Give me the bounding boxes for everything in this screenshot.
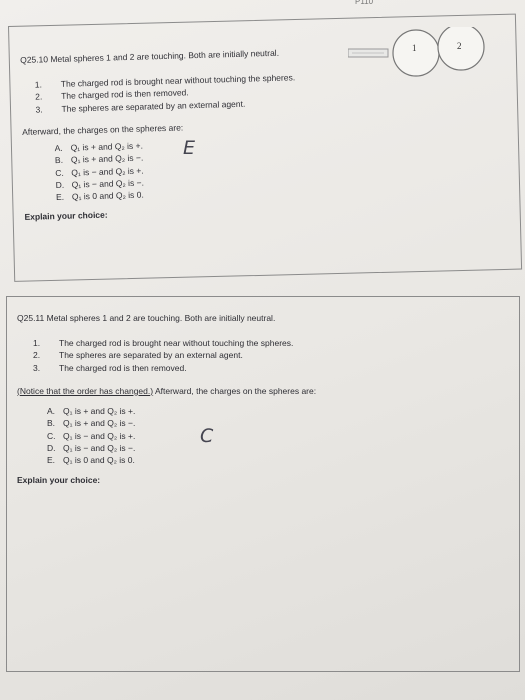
step-text: The charged rod is then removed. [59,362,187,373]
option-text: Q₁ is + and Q₂ is +. [63,406,136,417]
sphere-1-label: 1 [412,43,417,53]
step-number: 2. [33,350,41,361]
question-intro: Afterward, the charges on the spheres are: [21,121,184,137]
step-text: The spheres are separated by an external agent. [59,350,243,361]
step-text: The charged rod is brought near without touching the spheres. [60,71,296,89]
option-text: Q₁ is + and Q₂ is −. [63,418,136,429]
question-title: Q25.11 Metal spheres 1 and 2 are touching. Both are initially neutral. [17,313,276,323]
option-letter: D. [55,179,65,190]
step-number: 1. [34,79,43,90]
answer-option [47,443,316,454]
page-number: P110 [355,0,374,6]
answer-option [47,455,316,466]
options-list [54,136,298,202]
option-letter: E. [47,455,56,465]
explain-prompt: Explain your choice: [17,474,101,485]
option-text: Q₁ is 0 and Q₂ is 0. [71,189,144,202]
options-list [47,406,316,466]
option-text: Q₁ is + and Q₂ is +. [70,140,144,153]
answer-option [47,431,316,442]
intro-text: Afterward, the charges on the spheres are: [153,385,317,396]
option-letter: A. [47,406,56,417]
option-text: Q₁ is − and Q₂ is −. [63,442,136,453]
option-letter: D. [47,442,56,453]
step-item [33,350,316,361]
question-q25-10 [20,47,299,222]
step-number: 1. [33,337,41,348]
option-letter: B. [47,418,56,429]
steps-list [35,72,296,115]
explain-prompt: Explain your choice: [24,209,108,222]
question-intro [17,386,316,397]
question-title: Q25.10 Metal spheres 1 and 2 are touching. Both are initially neutral. [20,47,280,65]
option-text: Q₁ is − and Q₂ is +. [63,430,136,441]
option-text: Q₁ is 0 and Q₂ is 0. [63,455,135,465]
step-item [33,338,316,349]
sphere-1 [393,30,439,76]
step-number: 3. [33,362,41,373]
option-text: Q₁ is + and Q₂ is −. [70,152,144,165]
step-text: The charged rod is then removed. [61,87,189,102]
notice-text: (Notice that the order has changed.) [17,385,154,396]
option-letter: A. [54,142,63,154]
option-text: Q₁ is − and Q₂ is +. [71,165,144,178]
step-text: The charged rod is brought near without touching the spheres. [59,337,294,348]
option-letter: E. [55,191,65,203]
handwritten-answer: E [183,137,196,159]
steps-list [33,338,316,374]
step-text: The spheres are separated by an external agent. [61,98,246,114]
step-item [33,363,316,374]
option-text: Q₁ is − and Q₂ is −. [71,177,145,190]
option-letter: C. [47,430,56,441]
question-q25-11 [17,313,316,485]
step-number: 3. [35,104,43,115]
option-letter: B. [54,155,64,166]
handwritten-answer: C [200,425,214,447]
answer-option [47,406,316,417]
answer-option [47,418,316,429]
spheres-diagram [348,27,518,79]
option-letter: C. [55,167,64,178]
sphere-2-label: 2 [457,41,462,51]
step-number: 2. [35,91,43,102]
